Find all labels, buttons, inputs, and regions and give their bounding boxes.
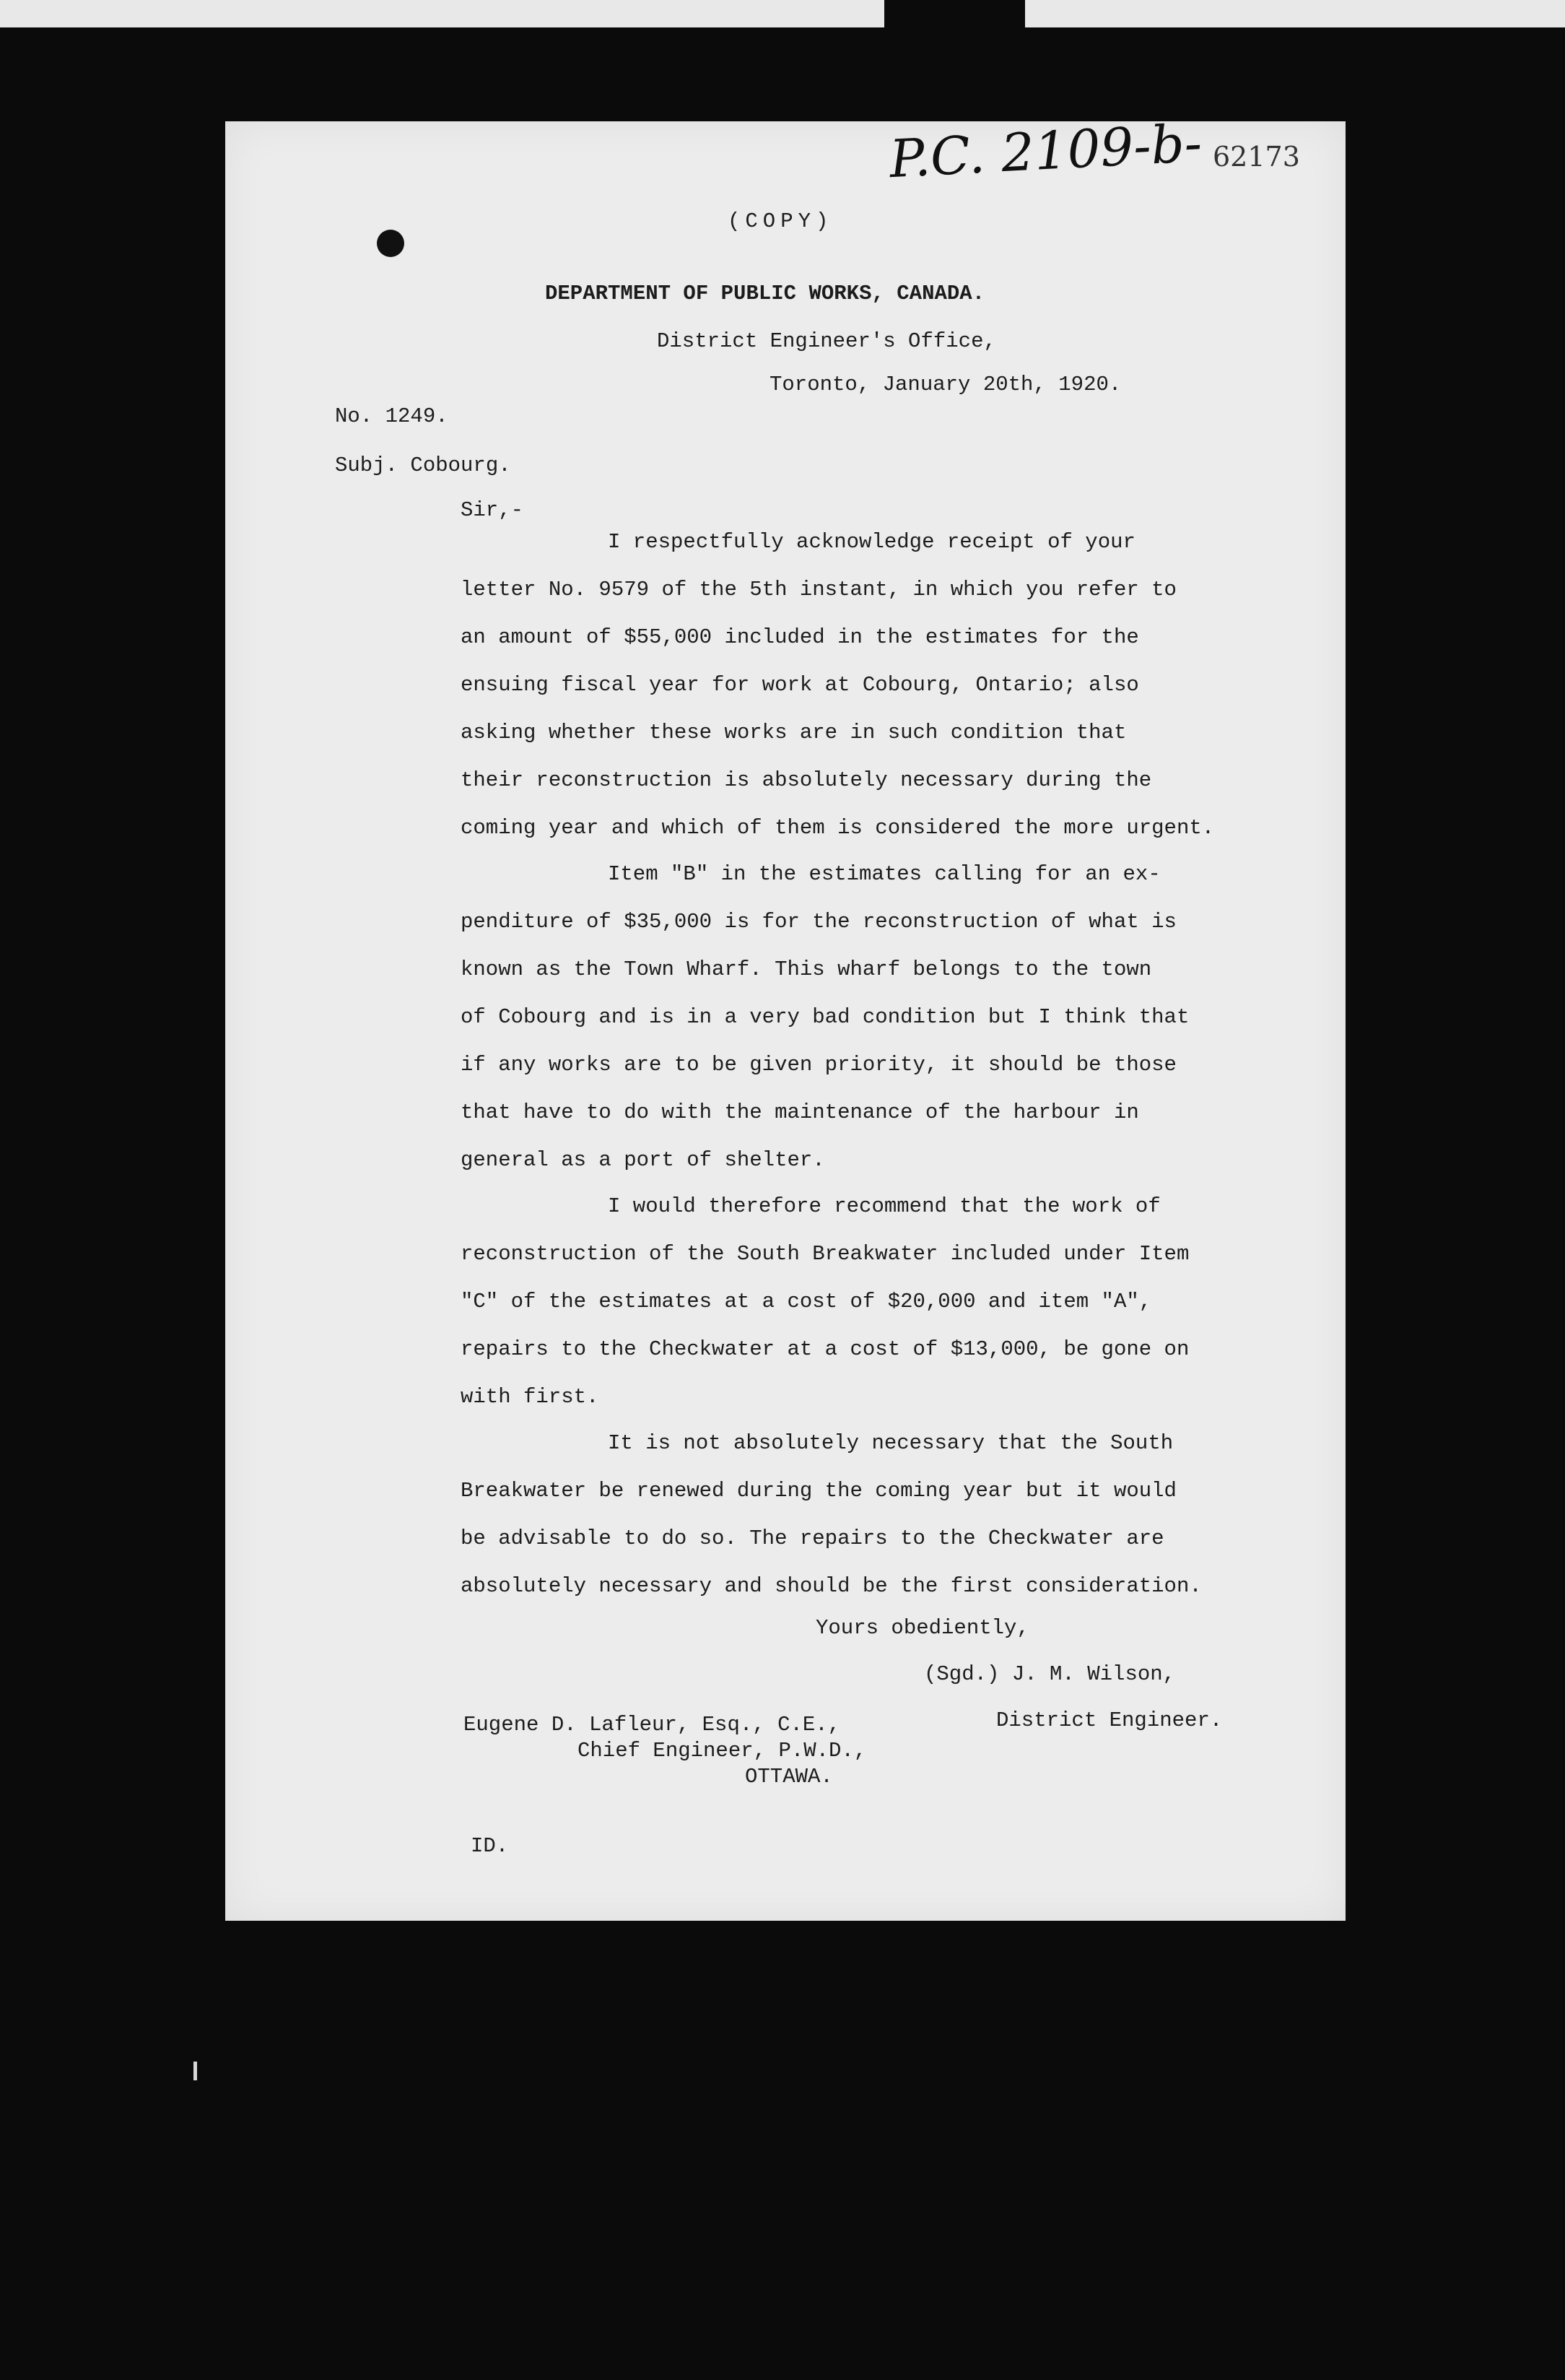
salutation: Sir,- xyxy=(461,498,524,522)
body-line: Breakwater be renewed during the coming year but it would xyxy=(461,1479,1177,1503)
body-line: be advisable to do so. The repairs to the Checkwater are xyxy=(461,1526,1164,1550)
body-line: repairs to the Checkwater at a cost of $13,000, be gone on xyxy=(461,1337,1190,1361)
subject-line: Subj. Cobourg. xyxy=(335,453,511,477)
punch-hole-icon xyxy=(377,230,404,257)
film-edge-left xyxy=(0,0,884,27)
addressee-line: OTTAWA. xyxy=(745,1765,833,1789)
typist-initials: ID. xyxy=(471,1834,509,1858)
body-line: penditure of $35,000 is for the reconstruction of what is xyxy=(461,910,1177,934)
body-line: "C" of the estimates at a cost of $20,000 and item "A", xyxy=(461,1290,1152,1313)
body-line: if any works are to be given priority, it should be those xyxy=(461,1053,1177,1077)
handwritten-reference: P.C. 2109-b- xyxy=(888,112,1203,190)
body-line: asking whether these works are in such condition that xyxy=(461,721,1127,744)
body-line: of Cobourg and is in a very bad condition but I think that xyxy=(461,1005,1190,1029)
body-line: I would therefore recommend that the work of xyxy=(608,1194,1161,1218)
body-line: Item "B" in the estimates calling for an ex- xyxy=(608,862,1161,886)
body-line: reconstruction of the South Breakwater included under Item xyxy=(461,1242,1190,1266)
film-speck xyxy=(193,2062,197,2080)
body-line: with first. xyxy=(461,1385,599,1409)
body-line: their reconstruction is absolutely necessary during the xyxy=(461,768,1152,792)
place-date: Toronto, January 20th, 1920. xyxy=(770,373,1122,396)
body-line: It is not absolutely necessary that the South xyxy=(608,1431,1174,1455)
department-heading: DEPARTMENT OF PUBLIC WORKS, CANADA. xyxy=(545,282,985,305)
signature-title: District Engineer. xyxy=(996,1708,1223,1732)
archive-stamp-number: 62173 xyxy=(1213,141,1300,173)
closing: Yours obediently, xyxy=(816,1616,1029,1640)
body-line: that have to do with the maintenance of the harbour in xyxy=(461,1100,1139,1124)
body-line: coming year and which of them is considered the more urgent. xyxy=(461,816,1215,840)
addressee-line: Eugene D. Lafleur, Esq., C.E., xyxy=(463,1713,841,1737)
file-number: No. 1249. xyxy=(335,404,448,428)
body-line: ensuing fiscal year for work at Cobourg, Ontario; also xyxy=(461,673,1139,697)
body-line: known as the Town Wharf. This wharf belongs to the town xyxy=(461,957,1152,981)
addressee-line: Chief Engineer, P.W.D., xyxy=(577,1739,867,1763)
body-line: absolutely necessary and should be the first consideration. xyxy=(461,1574,1202,1598)
copy-mark: (COPY) xyxy=(728,209,834,233)
body-line: letter No. 9579 of the 5th instant, in which you refer to xyxy=(461,578,1177,601)
body-line: an amount of $55,000 included in the estimates for the xyxy=(461,625,1139,649)
film-edge-right xyxy=(1025,0,1565,27)
signature: (Sgd.) J. M. Wilson, xyxy=(924,1662,1176,1686)
office-line: District Engineer's Office, xyxy=(657,329,996,353)
letter-page xyxy=(225,112,1346,1921)
body-line: I respectfully acknowledge receipt of your xyxy=(608,530,1135,554)
body-line: general as a port of shelter. xyxy=(461,1148,825,1172)
